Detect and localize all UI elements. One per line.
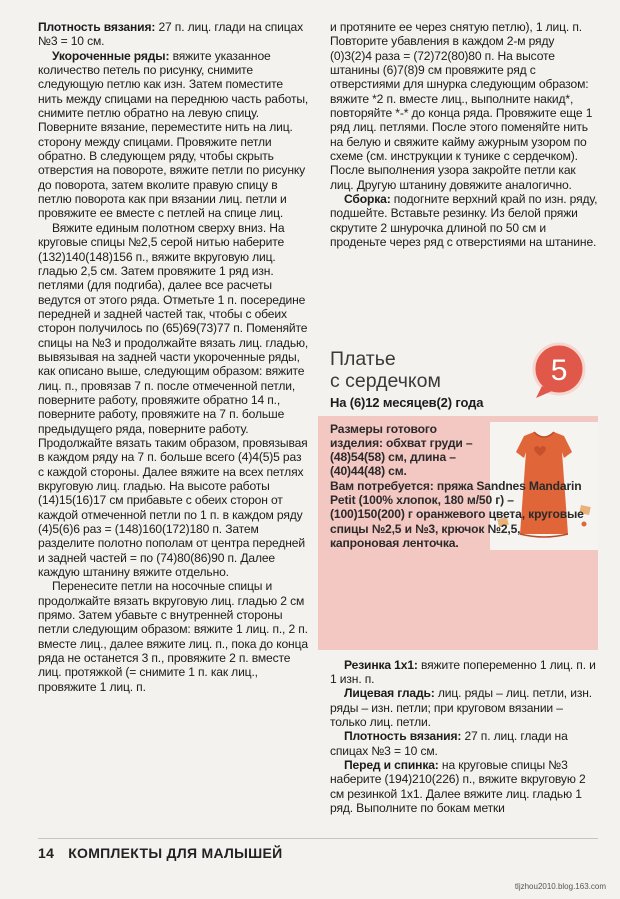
paragraph-lead: Плотность вязания: xyxy=(344,729,462,744)
paragraph xyxy=(330,729,598,758)
paragraph xyxy=(38,579,310,694)
paragraph-lead: Резинка 1х1: xyxy=(344,657,418,672)
paragraph-lead: Перед и спинка: xyxy=(344,757,439,772)
pattern-number-badge xyxy=(528,340,590,402)
sizes-materials-box xyxy=(318,416,598,650)
paragraph xyxy=(330,20,598,192)
footer-divider xyxy=(38,838,598,839)
paragraph xyxy=(330,758,598,815)
paragraph-lead: Плотность вязания: xyxy=(38,20,156,34)
paragraph-lead: Сборка: xyxy=(344,192,391,207)
badge-number: 5 xyxy=(550,353,568,387)
instructions xyxy=(330,658,598,816)
paragraph-text: вяжите указанное количество петель по рисунку, снимите следующую петлю как изн. Затем поместите нить между спицами на переднюю часть работы, снимите петлю обратно на левую спицу. Поверните вязание, переместите нить на лиц. сторону между спицами. Провяжите петли обратно. В следующем ряду, чтобы скрыть отверстия на повороте, вяжите петли по рисунку до поворота, затем вколите правую спицу в петлю поворота как при вязании лиц. петли и провяжите ее вместе с петлей на спице лиц. xyxy=(38,48,309,221)
dress-section-header xyxy=(330,348,598,412)
paragraph xyxy=(38,221,310,580)
paragraph xyxy=(330,192,598,249)
speech-bubble-icon xyxy=(528,340,590,402)
paragraph-text: Перенесите петли на носочные спицы и продолжайте вязать вкруговую лиц. гладью 2 см прямо. Затем убавьте с внутренней стороны петли следующим образом: вяжите 1 лиц. п., 2 п. вместе лиц., далее вяжите лиц. п., пока до конца ряда не останется 3 п., провяжите 2 п. вместе лиц. протяжкой (= снимите 1 п. как лиц., провяжите 1 лиц. п. xyxy=(38,579,308,694)
paragraph-text: подогните верхний край по изн. ряду, подшейте. Вставьте резинку. Из белой пряжи скрутите 2 шнурочка длиной по 50 см и проденьте через ряд с отверстиями на штанине. xyxy=(330,192,598,250)
page-number: 14 xyxy=(38,845,55,861)
paragraph-text: на круговые спицы №3 наберите (194)210(226) п., вяжите вкруговую 2 см резинкой 1х1. Далее вяжите лиц. гладью 1 ряд. Выполните по бокам метки xyxy=(330,757,586,815)
paragraph xyxy=(330,686,598,729)
left-column xyxy=(38,20,310,694)
paragraph-text: 27 п. лиц. глади на спицах №3 = 10 см. xyxy=(330,729,568,758)
paragraph-text: вяжите попеременно 1 лиц. п. и 1 изн. п. xyxy=(330,657,596,686)
paragraph-text: и протяните ее через снятую петлю), 1 лиц. п. Повторите убавления в каждом 2-м ряду (0)3(2)4 раза = (72)72(80)80 п. На высоте штанины (6)7(8)9 см провяжите ряд с отверстиями для шнурка следующим образом: вяжите *2 п. вместе лиц., выполните накид*, повторяйте *-* до конца ряда. Провяжите еще 1 ряд лиц. петлями. После этого поменяйте нить на белую и свяжите кайму ажурным узором по схеме (см. инструкции к тунике с сердечком). После выполнения узора закройте петли как лиц. Другую штанину довяжите аналогично. xyxy=(330,20,593,192)
paragraph-text: Вяжите единым полотном сверху вниз. На круговые спицы №2,5 серой нитью наберите (132)140(148)156 п., вяжите вкруговую лиц. гладью 2,5 см. Затем провяжите 1 ряд изн. петлями (для подгиба), далее все расчеты ведутся от этого ряда. Отметьте 1 п. посередине передней и задней частей так, чтобы с обеих сторон получилось по (65)69(73)77 п. Поменяйте спицы на №3 и продолжайте вязать лиц. гладью, вывязывая на задней части укороченные ряды, как описано выше, следующим образом: вяжите лиц. п., провязав 7 п. после отмеченной петли, поверните работу, провяжите обратно 14 п., поверните работу, провяжите на 7 п. больше предыдущего ряда, поверните работу. Продолжайте вязать таким образом, провязывая в каждом ряду на 7 п. больше всего (4)4(5)5 раз с каждой стороны. Далее вяжите на всех петлях вкруговую лиц. гладью. На высоте работы (14)15(16)17 см прибавьте с обеих сторон от каждой отмеченной петли по 1 п. в каждом ряду (4)5(6)6 раз = (148)160(172)180 п. Затем разделите полотно пополам от центра передней и задней частей = по (74)80(86)90 п. Далее каждую штанину вяжите отдельно. xyxy=(38,220,309,580)
section-name: КОМПЛЕКТЫ ДЛЯ МАЛЫШЕЙ xyxy=(68,845,283,861)
paragraph-text: 27 п. лиц. глади на спицах №3 = 10 см. xyxy=(38,20,303,49)
title-line-2: с сердечком xyxy=(330,369,441,392)
paragraph-text: лиц. ряды – лиц. петли, изн. ряды – изн. петли; при круговом вязании – только лиц. петли. xyxy=(330,686,592,729)
age-range: На (6)12 месяцев(2) года xyxy=(330,394,484,410)
page-footer xyxy=(38,845,283,861)
title-line-1: Платье xyxy=(330,347,396,370)
paragraph-lead: Лицевая гладь: xyxy=(344,686,435,701)
sizes-text: Размеры готового изделия: обхват груди – (48)54(58) см, длина – (40)44(48) см. xyxy=(330,421,473,479)
paragraph xyxy=(330,658,598,687)
right-column xyxy=(330,20,598,815)
paragraph-lead: Укороченные ряды: xyxy=(52,48,170,63)
paragraph xyxy=(38,49,310,221)
materials-text: Вам потребуется: пряжа Sandnes Mandarin Petit (100% хлопок, 180 м/50 г) – (100)150(200) г оранжевого цвета, круговые спицы №2,5 и №3, крючок №2,5, капроновая ленточка. xyxy=(330,478,584,550)
paragraph xyxy=(38,20,310,49)
watermark-text: tljzhou2010.blog.163.com xyxy=(514,882,606,891)
